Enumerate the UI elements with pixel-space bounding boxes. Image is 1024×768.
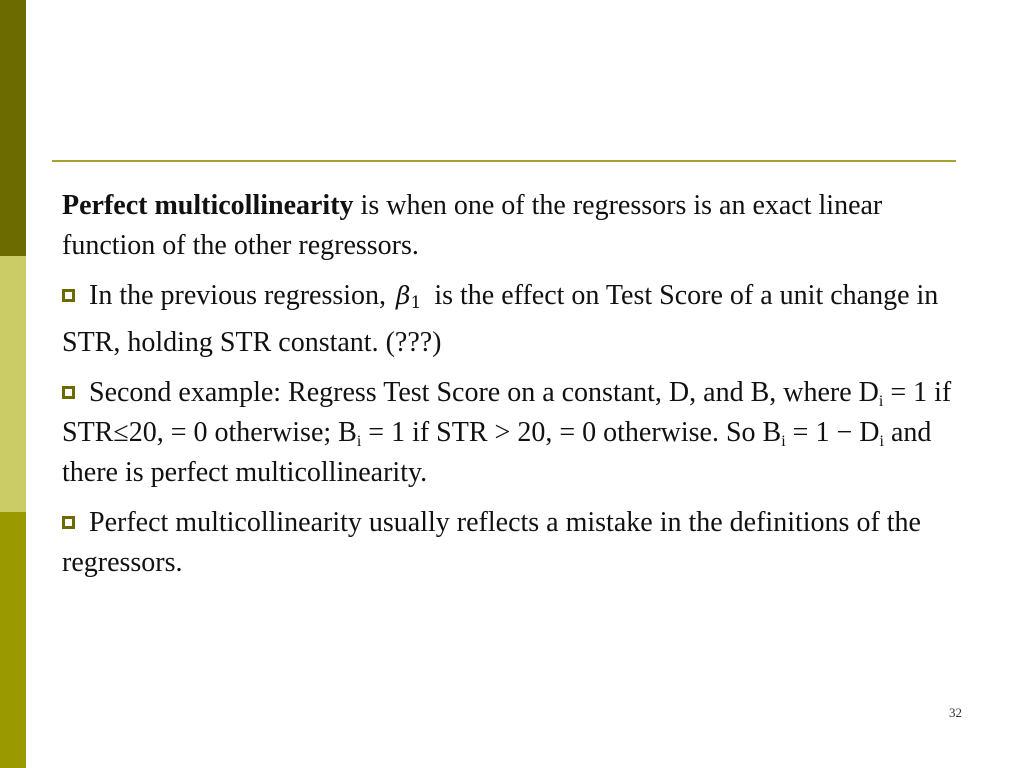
square-bullet-icon: [62, 289, 75, 302]
bullet-2: [62, 373, 952, 493]
title-divider: [52, 160, 956, 162]
bullet-1-before: In the previous regression,: [89, 280, 387, 311]
subscript-i: i: [878, 393, 884, 410]
side-bar-middle: [0, 256, 26, 512]
bullet-2-text-3: = 1 if STR > 20, = 0 otherwise. So B: [361, 417, 782, 448]
subscript-i: i: [781, 433, 786, 450]
subscript-i: i: [879, 433, 884, 450]
bullet-2-text-1: Second example: Regress Test Score on a constant, D, and B, where D: [89, 377, 879, 408]
subscript-i: i: [356, 433, 362, 450]
bullet-2-text-5: and there is perfect multicollinearity.: [62, 417, 932, 488]
slide-body: [62, 186, 952, 593]
intro-term: Perfect multicollinearity: [62, 190, 354, 221]
bullet-3: [62, 503, 952, 583]
bullet-3-text: Perfect multicollinearity usually reflects a mistake in the definitions of the regressors.: [62, 507, 921, 578]
intro-paragraph: [62, 186, 952, 266]
bullet-2-text-4: = 1 − D: [785, 417, 880, 448]
bullet-1: [62, 276, 952, 363]
side-bar-bottom: [0, 512, 26, 768]
square-bullet-icon: [62, 516, 75, 529]
beta-one-symbol: $\beta_1$: [396, 281, 422, 313]
side-bar-top: [0, 0, 26, 256]
page-number: 32: [949, 705, 962, 720]
bullet-1-after: is the effect on Test Score of a unit change in STR, holding STR constant. (???): [62, 280, 939, 358]
square-bullet-icon: [62, 386, 75, 399]
bullet-2-text-2: = 1 if STR≤20, = 0 otherwise; B: [62, 377, 952, 448]
intro-text: is when one of the regressors is an exact linear function of the other regressors.: [62, 190, 883, 261]
